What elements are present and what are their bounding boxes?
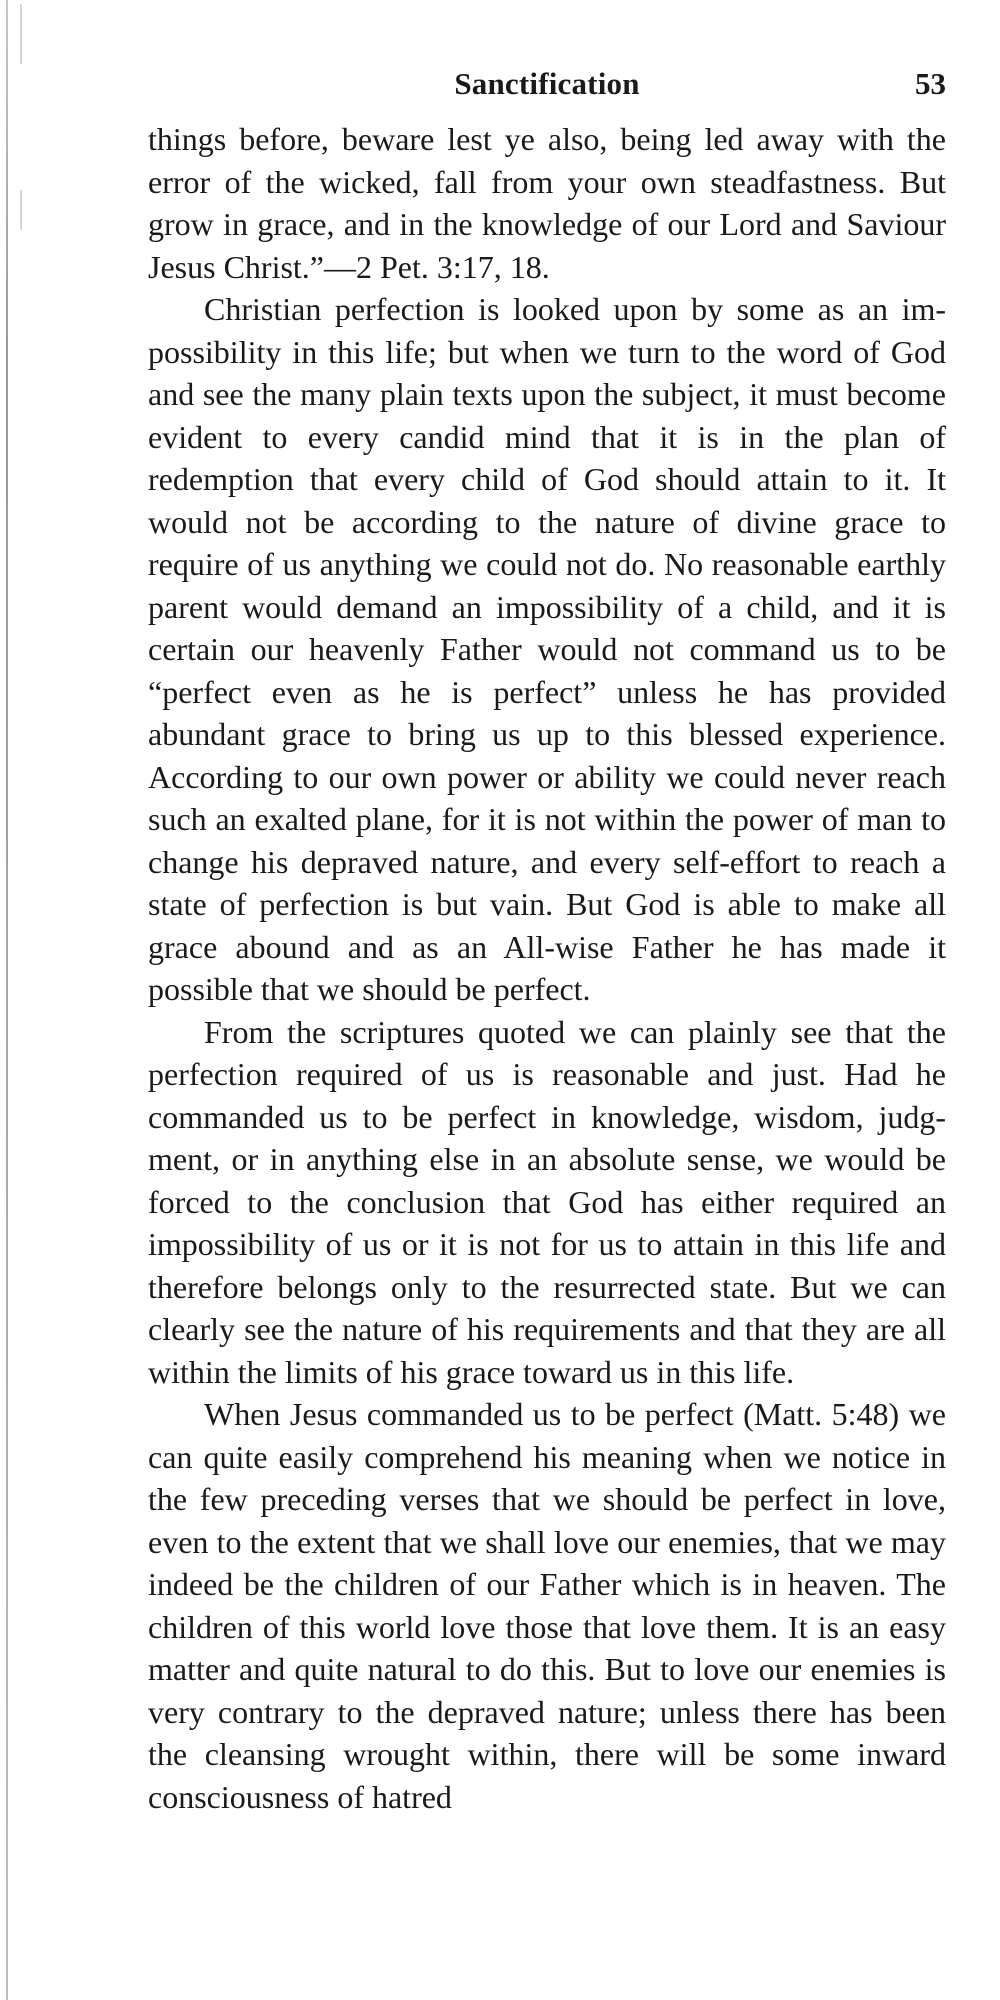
paragraph-jesus-commanded: When Jesus commanded us to be perfect (Matt. 5:48) we can quite easily comprehend his meaning when we notice in the few preceding verses that we should be perfect in love, even to the extent that we shall love our enemies, that we may indeed be the children of our Father which is in heaven. The children of this world love those that love them. It is an easy matter and quite natural to do this. But to love our enemies is very contrary to the depraved nature; unless there has been the cleansing wrought within, there will be some inward consciousness of hatred [148, 1396, 946, 1815]
scan-artifact-mark [20, 4, 22, 64]
paragraph-continuation: things before, beware lest ye also, being led away with the error of the wicked, fall from your own steadfastness. But grow in grace, and in the knowledge of our Lord and Saviour Jesus Christ.”—2 Pet. 3:17, 18. [148, 121, 946, 285]
paragraph-christian-perfection: Christian perfection is looked upon by some as an impossibility in this life; but when we turn to the word of God and see the many plain texts upon the subject, it must become evident to every candid mind that it is in the plan of redemption that every child of God should attain to it. It would not be according to the nature of divine grace to require of us anything we could not do. No reasonable earthly parent would demand an impossibility of a child, and it is certain our heavenly Father would not command us to be “perfect even as he is perfect” unless he has provided abundant grace to bring us up to this blessed experience. According to our own power or ability we could never reach such an exalted plane, for it is not within the power of man to change his depraved nature, and every self-effort to reach a state of perfection is but vain. But God is able to make all grace abound and as an All-wise Father he has made it possible that we should be perfect. [148, 291, 946, 1007]
book-page [148, 58, 946, 1818]
scan-artifact-mark [20, 190, 22, 230]
running-header [148, 58, 946, 110]
scan-binding-edge [6, 0, 8, 2000]
body-text [148, 118, 946, 1818]
paragraph-scriptures-quoted: From the scriptures quoted we can plainly see that the perfection required of us is reasonable and just. Had he commanded us to be perfect in knowledge, wisdom, judgment, or in anything else in an absolute sense, we would be forced to the conclusion that God has either required an impossibility of us or it is not for us to attain in this life and therefore belongs only to the resurrected state. But we can clearly see the nature of his requirements and that they are all within the limits of his grace toward us in this life. [148, 1013, 946, 1390]
page-number: 53 [915, 66, 946, 101]
running-title: Sanctification [454, 66, 640, 101]
